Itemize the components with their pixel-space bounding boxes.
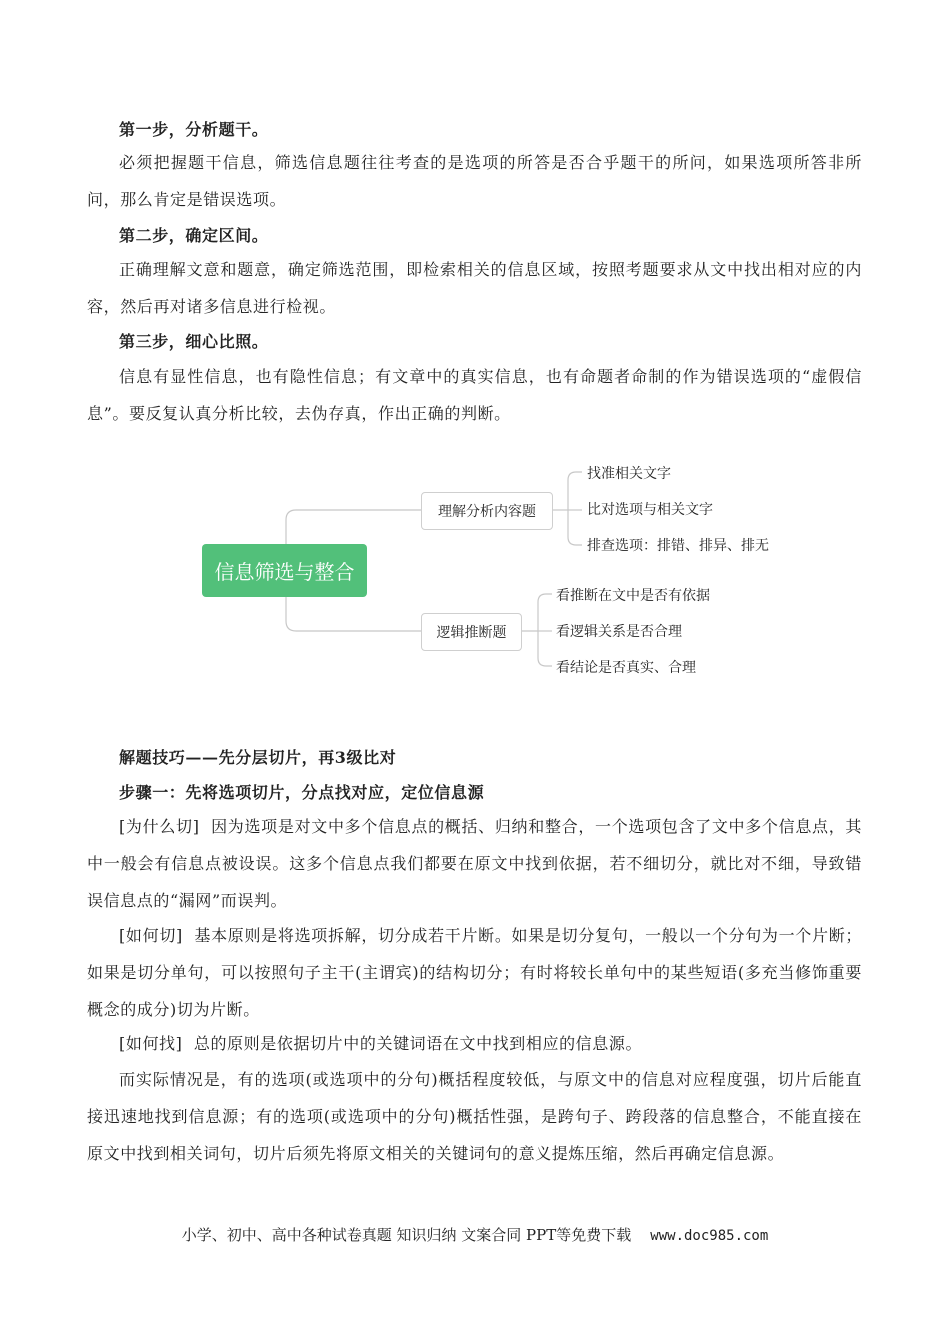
why-cut-text: 因为选项是对文中多个信息点的概括、归纳和整合，一个选项包含了文中多个信息点，其中一般会有信息点被设误。这多个信息点我们都要在原文中找到依据，若不细切分，就比对不细，导致错误信息点的“漏网”而误判。 — [87, 817, 862, 910]
mindmap-b2-leaf2: 看逻辑关系是否合理 — [556, 624, 682, 640]
footer-text: 小学、初中、高中各种试卷真题 知识归纳 文案合同 PPT等免费下载 — [181, 1226, 632, 1244]
connector-b1-leaf1 — [568, 472, 582, 510]
connector-b2-leaf3 — [538, 631, 552, 666]
step1-title: 第一步，分析题干。 — [119, 120, 269, 139]
how-cut-paragraph — [87, 917, 862, 1028]
step1-text: 必须把握题干信息，筛选信息题往往考查的是选项的所答是否合乎题干的所问，如果选项所答非所问，那么肯定是错误选项。 — [87, 153, 862, 209]
mindmap-b2-leaf1: 看推断在文中是否有依据 — [556, 588, 710, 604]
connector-center-branch1 — [286, 510, 421, 544]
how-cut-text: 基本原则是将选项拆解，切分成若干片断。如果是切分复句，一般以一个分句为一个片断；如果是切分单句，可以按照句子主干(主谓宾)的结构切分；有时将较长单句中的某些短语(多充当修饰重要概念的成分)切为片断。 — [87, 926, 862, 1019]
page-footer — [0, 1224, 950, 1245]
how-find-label: [如何找] — [119, 1034, 183, 1053]
step3-text: 信息有显性信息，也有隐性信息；有文章中的真实信息，也有命题者命制的作为错误选项的“虚假信息”。要反复认真分析比较，去伪存真，作出正确的判断。 — [87, 367, 862, 423]
step-one-title: 步骤一：先将选项切片，分点找对应，定位信息源 — [119, 783, 485, 802]
mindmap-connectors — [0, 440, 950, 700]
how-cut-label: [如何切] — [119, 926, 183, 945]
step2-text: 正确理解文意和题意，确定筛选范围，即检索相关的信息区域，按照考题要求从文中找出相对应的内容，然后再对诸多信息进行检视。 — [87, 260, 862, 316]
mindmap-b2-leaf3: 看结论是否真实、合理 — [556, 660, 696, 676]
how-find-paragraph — [87, 1025, 862, 1062]
connector-center-branch2 — [286, 597, 421, 631]
how-find-text: 总的原则是依据切片中的关键词语在文中找到相应的信息源。 — [193, 1034, 643, 1053]
mindmap-branch2-node: 逻辑推断题 — [421, 613, 522, 651]
connector-b2-leaf1 — [538, 594, 552, 631]
mindmap-b1-leaf3: 排查选项：排错、排异、排无 — [587, 538, 769, 554]
reality-paragraph: 而实际情况是，有的选项(或选项中的分句)概括程度较低，与原文中的信息对应程度强，切片后能直接迅速地找到信息源；有的选项(或选项中的分句)概括性强，是跨句子、跨段落的信息整合，不能直接在原文中找到相关词句，切片后须先将原文相关的关键词句的意义提炼压缩，然后再确定信息源。 — [87, 1070, 862, 1163]
footer-url[interactable]: www.doc985.com — [650, 1228, 769, 1244]
why-cut-label: [为什么切] — [119, 817, 200, 836]
step2-title: 第二步，确定区间。 — [119, 226, 269, 245]
step3-title: 第三步，细心比照。 — [119, 332, 269, 351]
mindmap-b1-leaf1: 找准相关文字 — [587, 466, 671, 482]
connector-b1-leaf3 — [568, 510, 582, 545]
mindmap-b1-leaf2: 比对选项与相关文字 — [587, 502, 713, 518]
mindmap-branch1-node: 理解分析内容题 — [421, 492, 553, 530]
techniques-title: 解题技巧——先分层切片，再3级比对 — [119, 748, 397, 767]
mindmap-center-node: 信息筛选与整合 — [202, 544, 367, 597]
why-cut-paragraph — [87, 808, 862, 919]
